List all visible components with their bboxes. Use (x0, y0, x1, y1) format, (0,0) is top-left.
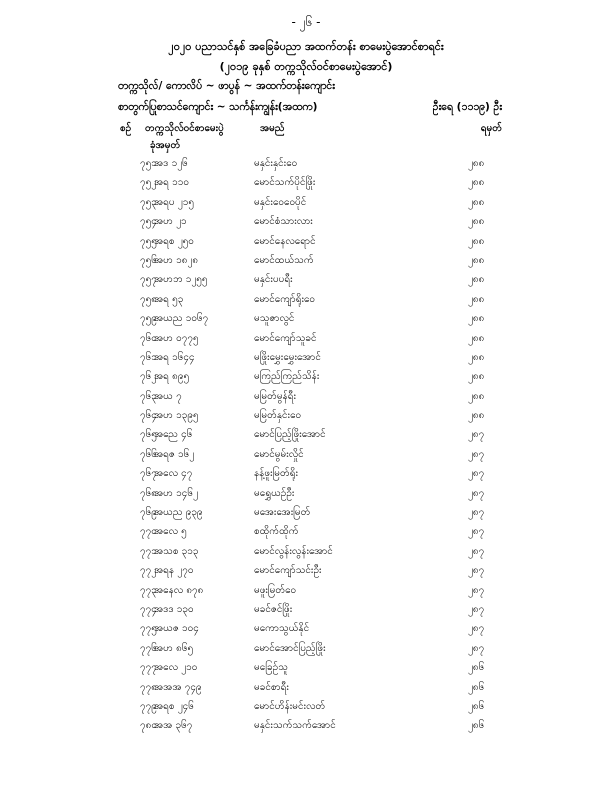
exam-number: အလေ ၂၁၀ (154, 662, 198, 674)
row-number: ၇၆၇ (140, 468, 157, 480)
row-number: ၇၅၁ (140, 158, 157, 169)
score: ၂၈၈ (468, 351, 485, 363)
row-number: ၇၆၀ (140, 332, 157, 344)
exam-number: အဟ ၁၄၆၂ (154, 487, 198, 499)
row-number: ၇၅၂ (140, 177, 157, 189)
candidate-name: မနှင်းသက်သက်အောင် (254, 720, 336, 732)
results-list (0, 156, 612, 738)
document-subtitle: (၂၀၁၉ ခုနှစ် တက္ကသိုလ်ဝင်စာမေးပွဲအောင်) (219, 60, 393, 73)
score: ၂၈၆ (468, 720, 485, 732)
candidate-name: မောင်ကျော်ရိုးဝေ (254, 293, 316, 305)
table-row (0, 680, 612, 699)
table-row (0, 718, 612, 737)
table-row (0, 447, 612, 466)
exam-number: အနေလ ၈၇၈ (154, 584, 204, 596)
exam-number: အဟ ၁၃၉၅ (154, 410, 199, 422)
score: ၂၈၇ (468, 584, 485, 596)
table-row (0, 486, 612, 505)
exam-number: အဒ ၁၂၆ (154, 158, 188, 169)
candidate-name: မောင်လွန်းလွန်းအောင် (254, 545, 333, 557)
exam-number: အအအ ၇၄၉ (154, 681, 202, 693)
table-row (0, 505, 612, 524)
row-number: ၇၇၃ (140, 584, 157, 596)
exam-number: အအ ၃၆၇ (154, 720, 193, 732)
candidate-name: မဖူးမြတ်ဝေ (254, 584, 297, 596)
row-number: ၇၇၅ (140, 623, 157, 635)
exam-number: အညေ ၄၆ (154, 429, 193, 441)
score: ၂၈၈ (468, 274, 485, 286)
exam-number: အရဇ ၁၆၂ (154, 448, 195, 460)
table-row (0, 641, 612, 660)
row-number: ၇၅၉ (140, 313, 157, 325)
candidate-name: မောင်နေလရောင် (254, 235, 316, 247)
table-row (0, 621, 612, 640)
score: ၂၈၇ (468, 448, 485, 460)
score: ၂၈၇ (468, 623, 485, 635)
row-number: ၇၅၈ (140, 293, 157, 305)
candidate-name: မောင်စံသားလား (254, 216, 313, 228)
score: ၂၈၇ (468, 468, 485, 480)
exam-number: အရန ၂၇၀ (154, 565, 194, 577)
exam-number: အယည ၉၃၉ (154, 507, 203, 519)
row-number: ၇၆၅ (140, 429, 157, 441)
candidate-name: မခြေဉ်သူ (254, 662, 288, 674)
candidate-name: မနှင်းနှင်းဝေ (254, 158, 298, 169)
row-number: ၇၇၆ (140, 642, 157, 654)
score: ၂၈၆ (468, 700, 485, 712)
row-number: ၇၈၀ (140, 720, 157, 732)
score: ၂၈၇ (468, 429, 485, 441)
table-row (0, 563, 612, 582)
table-row (0, 699, 612, 718)
column-header-score: ရမှတ် (480, 123, 502, 134)
row-number: ၇၇၄ (140, 603, 157, 615)
table-row (0, 408, 612, 427)
candidate-name: မဖြိုးမွှေးမွှေးအောင် (254, 351, 321, 363)
score: ၂၈၇ (468, 565, 485, 577)
score: ၂၈၈ (468, 332, 485, 344)
exam-number: အသစ ၃၁၃ (154, 545, 199, 557)
score: ၂၈၇ (468, 487, 485, 499)
location-line: တက္ကသိုလ်/ ကောလိပ် ~ ဖာပွန် ~ အထက်တန်းကျောင်း (118, 80, 335, 92)
exam-number: အဒဒ ၁၃၀ (154, 603, 194, 615)
row-number: ၇၅၇ (140, 274, 157, 286)
exam-number: အယဇ ၁၀၄ (154, 623, 199, 635)
table-row (0, 427, 612, 446)
row-number: ၇၇၉ (140, 700, 157, 712)
table-row (0, 272, 612, 291)
exam-number: အရစ ၂၅၀ (154, 235, 194, 247)
candidate-name: မရွှေယဉ်ဦး (254, 487, 295, 499)
table-row (0, 602, 612, 621)
table-row (0, 175, 612, 194)
column-header-name: အမည် (260, 123, 285, 134)
candidate-name: မောင်ပြည့်ဖြိုးအောင် (254, 429, 326, 441)
candidate-name: မောင်သက်ပိုင်ဖြိုး (254, 177, 316, 189)
candidate-name: မောင်မွမ်းလှိုင် (254, 448, 304, 460)
row-number: ၇၆၆ (140, 448, 157, 460)
candidate-name: နန့်ဖူးမြတ်ရိုး (254, 468, 299, 480)
score: ၂၈၆ (468, 662, 485, 674)
candidate-name: မောင်ကျော်သင်းဦး (254, 565, 322, 577)
score: ၂၈၇ (468, 507, 485, 519)
exam-number: အဟ ၁၈၂၈ (154, 254, 199, 266)
table-row (0, 311, 612, 330)
table-row (0, 466, 612, 485)
score: ၂၈၈ (468, 293, 485, 305)
row-number: ၇၇၈ (140, 681, 157, 693)
candidate-name: မောင်ကျော်သူခင် (254, 332, 317, 344)
score: ၂၈၈ (468, 410, 485, 422)
table-row (0, 156, 612, 175)
document-title: ၂၀၂၀ ပညာသင်နှစ် အခြေခံပညာ အထက်တန်း စာမေးပွဲအောင်စာရင်း (168, 40, 444, 53)
column-header-exam-number-sub: ခုံအမှတ် (150, 140, 181, 151)
row-number: ၇၅၄ (140, 216, 157, 228)
candidate-name: မမြတ်နှင်းဝေ (254, 410, 302, 422)
exam-number: အယည ၁၀၆၇ (154, 313, 209, 325)
row-number: ၇၇၂ (140, 565, 157, 577)
candidate-name: မအေးအေးမြတ် (254, 507, 311, 519)
candidate-count: ဦးရေ (၁၁၁၉) ဦး (432, 101, 502, 113)
score: ၂၈၈ (468, 158, 485, 169)
score: ၂၈၇ (468, 642, 485, 654)
candidate-name: မသူဇာလွင် (254, 313, 295, 325)
candidate-name: မခင်ဇင်ဖြိုး (254, 603, 293, 615)
exam-number: အရ ၅၃ (154, 293, 184, 305)
candidate-name: မနှင်းဝေဝေပိုင် (254, 196, 307, 208)
exam-number: အလေ ၅ (154, 526, 187, 538)
page-number: - ၂၆ - (291, 15, 321, 29)
row-number: ၇၅၃ (140, 196, 157, 208)
score: ၂၈၈ (468, 235, 485, 247)
row-number: ၇၆၂ (140, 371, 157, 383)
exam-number: အဟ ၂၁ (154, 216, 187, 228)
exam-number: အရ ၁၁၀ (154, 177, 189, 189)
candidate-name: စထိုက်ထိုက် (254, 526, 299, 538)
table-row (0, 544, 612, 563)
row-number: ၇၆၃ (140, 390, 157, 402)
candidate-name: မကြည်ကြည်သိန်း (254, 371, 320, 383)
score: ၂၈၈ (468, 313, 485, 325)
score: ၂၈၈ (468, 390, 485, 402)
row-number: ၇၇၇ (140, 662, 157, 674)
table-row (0, 195, 612, 214)
table-row (0, 660, 612, 679)
row-number: ၇၆၈ (140, 487, 157, 499)
row-number: ၇၇၁ (140, 545, 157, 557)
candidate-name: မမြတ်မွန်ရီး (254, 390, 297, 402)
table-row (0, 389, 612, 408)
candidate-name: မကောသွယ်နိုင် (254, 623, 310, 635)
table-row (0, 292, 612, 311)
table-row (0, 583, 612, 602)
candidate-name: မောင်ထယ်သက် (254, 254, 314, 266)
table-row (0, 234, 612, 253)
row-number: ၇၆၄ (140, 410, 157, 422)
score: ၂၈၈ (468, 177, 485, 189)
candidate-name: မောင်ဟိန်းမင်းလတ် (254, 700, 326, 712)
exam-number: အရ ၈၉၅ (154, 371, 190, 383)
candidate-name: မနှင်းပပရီး (254, 274, 293, 286)
score: ၂၈၆ (468, 681, 485, 693)
exam-number: အရစ ၂၄၆ (154, 700, 194, 712)
table-row (0, 331, 612, 350)
score: ၂၈၇ (468, 545, 485, 557)
row-number: ၇၅၆ (140, 254, 157, 266)
row-number: ၇၇၀ (140, 526, 157, 538)
exam-number: အယ ၇ (154, 390, 182, 402)
candidate-name: မခင်စာရီး (254, 681, 289, 693)
row-number: ၇၅၅ (140, 235, 157, 247)
exam-number: အရပ ၂၁၅ (154, 196, 194, 208)
row-number: ၇၆၉ (140, 507, 157, 519)
table-row (0, 369, 612, 388)
exam-number: အရ ၁၆၄၄ (154, 351, 195, 363)
exam-center-line: စာတွက်ပြုစာသင်ကျောင်း ~ သင်္ကန်းကျွန်း(အထက) (118, 101, 318, 113)
table-row (0, 214, 612, 233)
column-header-exam-number: တက္ကသိုလ်ဝင်စာမေးပွဲ (145, 123, 224, 134)
score: ၂၈၇ (468, 526, 485, 538)
score: ၂၈၈ (468, 254, 485, 266)
table-row (0, 253, 612, 272)
table-row (0, 524, 612, 543)
score: ၂၈၇ (468, 603, 485, 615)
exam-number: အဟ ၈၆၅ (154, 642, 194, 654)
row-number: ၇၆၁ (140, 351, 157, 363)
table-row (0, 350, 612, 369)
score: ၂၈၈ (468, 371, 485, 383)
exam-number: အဟ ၀၇၇၅ (154, 332, 199, 344)
score: ၂၈၈ (468, 216, 485, 228)
column-header-no: စဉ် (120, 123, 132, 134)
exam-number: အဟဘ ၁၂၅၅ (154, 274, 208, 286)
score: ၂၈၈ (468, 196, 485, 208)
exam-number: အလေ ၄၇ (154, 468, 193, 480)
candidate-name: မောင်အောင်ပြည့်ဖြိုး (254, 642, 326, 654)
